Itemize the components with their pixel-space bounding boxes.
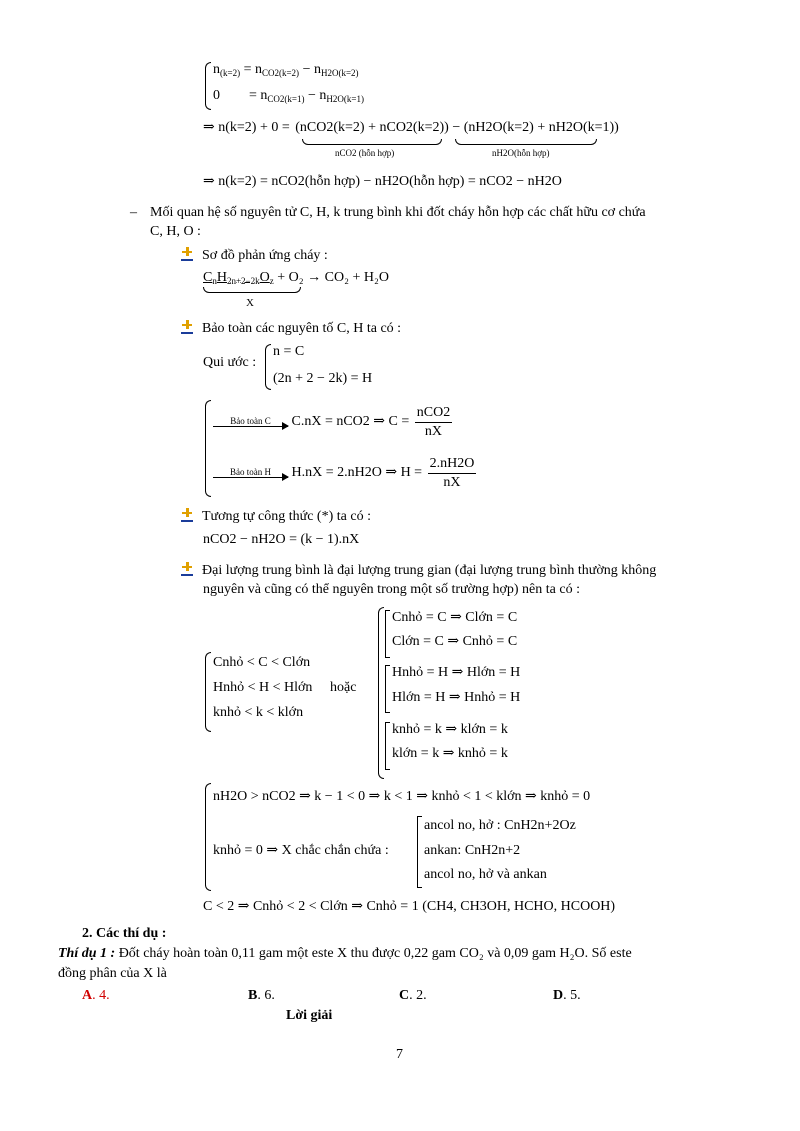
conclusion-opt2: ankan: CnH2n+2 [424,843,521,858]
conclusion-brace [205,783,211,891]
arrow-h: Bảo toàn H [213,468,288,478]
case-bracket-h [385,665,390,713]
underbrace-h2o [455,139,597,145]
bullet-combustion: Sơ đồ phản ứng cháy : [180,247,328,265]
pin-icon [180,247,194,261]
conservation-brace [205,400,211,497]
combustion-formula: $C_nH_{2n+2-2k}O_z + O_2 \to CO_2 + H_2O$ [203,270,389,286]
eq1-line3: ⇒ n(k=2) + 0 = (nCO2(k=2) + nCO2(k=2)) − (nH2O(k=2) + nH2O(k=1)) [203,120,619,135]
case-r5: knhỏ = k ⇒ klớn = k [392,722,508,737]
case-bracket-k [385,722,390,770]
conservation-c-line: Bảo toàn C C.nX = nCO2 ⇒ C = $\frac{\text{nCO2}}{nX}$ [213,404,454,440]
underbrace-co2 [302,139,442,145]
underbrace-h2o-label: nH2O(hỗn hợp) [492,148,550,158]
conclusion-bracket [417,816,422,888]
qui-uoc-line1: n = C [273,344,305,359]
case-bracket-c [385,610,390,658]
x-label: X [246,297,254,309]
hoac-word: hoặc [330,680,357,695]
eq1-line4: ⇒ n(k=2) = nCO2(hỗn hợp) − nH2O(hỗn hợp) = nCO2 − nH2O [203,174,562,189]
conclusion-opt1: ancol no, hở : CnH2n+2Oz [424,818,576,833]
qui-uoc-brace [265,344,271,390]
case-r4: Hlớn = H ⇒ Hnhỏ = H [392,690,521,705]
qui-uoc-label: Qui ước : [203,355,257,370]
option-b: B. 6. [248,988,275,1003]
pin-icon [180,508,194,522]
pin-icon [180,320,194,334]
average-line2: nguyên và cũng có thể nguyên trong một số trường hợp) nên ta có : [203,582,580,597]
case-r2: Clớn = C ⇒ Cnhỏ = C [392,634,518,649]
arrow-c: Bảo toàn C [213,417,288,427]
section-dash: – [130,205,137,220]
case-r1: Cnhỏ = C ⇒ Clớn = C [392,610,518,625]
system-brace-1 [205,62,211,110]
underbrace-co2-label: nCO2 (hỗn hợp) [335,148,395,158]
section-text-line1: Mối quan hệ số nguyên tử C, H, k trung bình khi đốt cháy hỗn hợp các chất hữu cơ chứa [150,205,646,220]
similar-formula: nCO2 − nH2O = (k − 1).nX [203,532,360,547]
bullet-average: Đại lượng trung bình là đại lượng trung gian (đại lượng trung bình thường không [180,562,656,580]
examples-heading: 2. Các thí dụ : [82,926,167,941]
conclusion-c3: C < 2 ⇒ Cnhỏ < 2 < Clớn ⇒ Cnhỏ = 1 (CH4, CH3OH, HCHO, HCOOH) [203,899,616,914]
conclusion-opt3: ancol no, hở và ankan [424,867,547,882]
eq1-line1: $n_{(k=2)} = n_{CO2(k=2)} - n_{H2O(k=2)}$ [213,62,359,78]
bullet-similar: Tương tự công thức (*) ta có : [180,508,371,526]
example1-line1: Thí dụ 1 : Đốt cháy hoàn toàn 0,11 gam một este X thu được 0,22 gam CO₂ và 0,09 gam H₂O. Số este [58,946,632,961]
bullet-conservation: Bảo toàn các nguyên tố C, H ta có : [180,320,401,338]
conservation-h-line: Bảo toàn H H.nX = 2.nH2O ⇒ H = $\frac{2.nH2O}{nX}$ [213,455,478,491]
ineq-l3: knhỏ < k < klớn [213,705,304,720]
ineq-brace [205,652,211,732]
eq1-line2: $0 = n_{CO2(k=1)} - n_{H2O(k=1)}$ [213,88,364,104]
option-a: A. 4. [82,988,110,1003]
example1-line2: đồng phân của X là [58,966,167,981]
page-number: 7 [396,1047,403,1062]
qui-uoc-line2: (2n + 2 − 2k) = H [273,371,373,386]
pin-icon [180,562,194,576]
option-c: C. 2. [399,988,427,1003]
ineq-l1: Cnhỏ < C < Clớn [213,655,311,670]
section-text-line2: C, H, O : [150,224,201,239]
case-r6: klớn = k ⇒ knhỏ = k [392,746,508,761]
conclusion-c2-prefix: knhỏ = 0 ⇒ X chắc chắn chứa : [213,843,389,858]
option-d: D. 5. [553,988,581,1003]
conclusion-c1: nH2O > nCO2 ⇒ k − 1 < 0 ⇒ k < 1 ⇒ knhỏ < 1 < klớn ⇒ knhỏ = 0 [213,789,591,804]
ineq-l2: Hnhỏ < H < Hlớn [213,680,313,695]
case-r3: Hnhỏ = H ⇒ Hlớn = H [392,665,521,680]
solution-heading: Lời giải [286,1008,333,1023]
underbrace-x [203,287,301,293]
cases-brace [378,607,384,779]
